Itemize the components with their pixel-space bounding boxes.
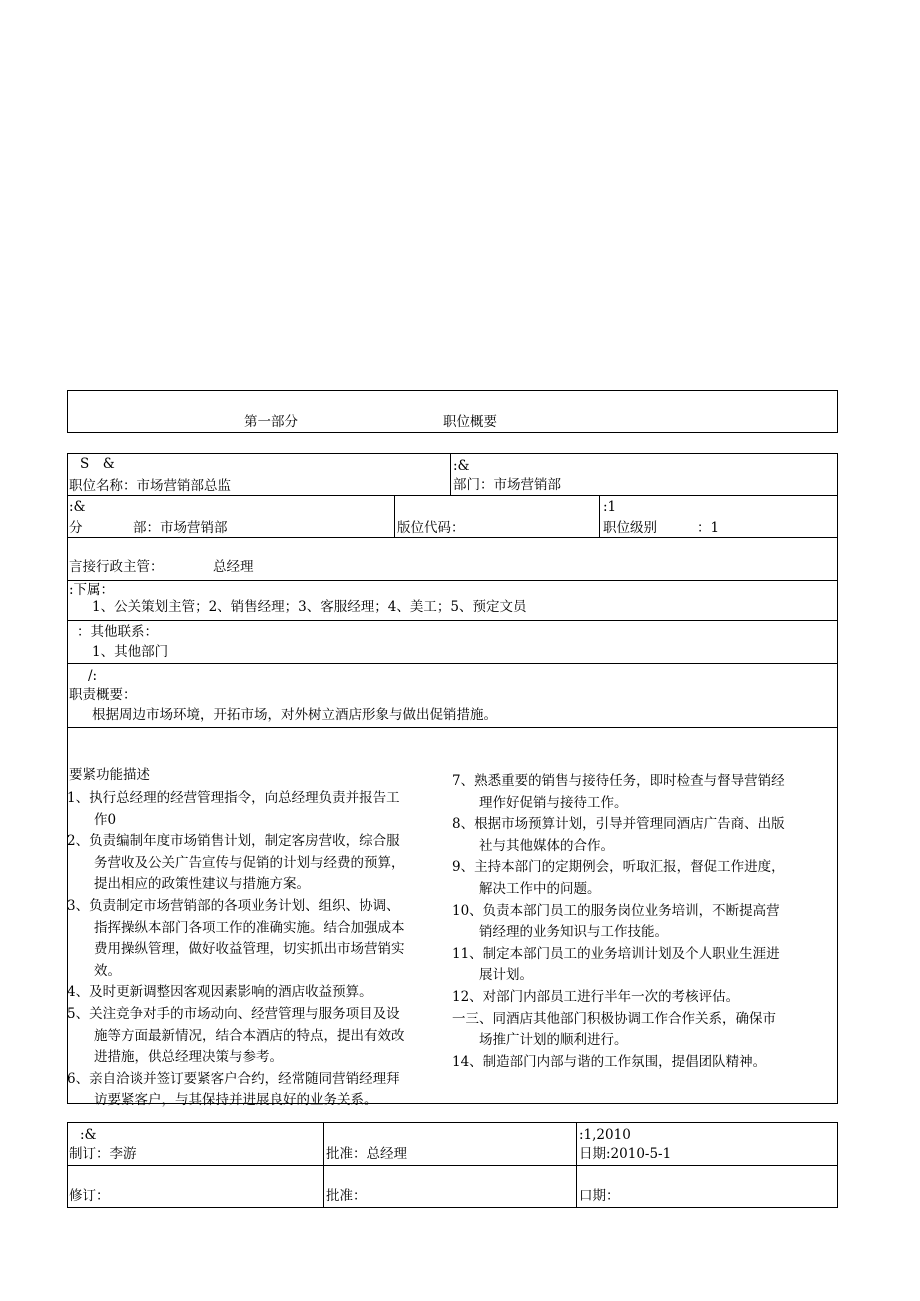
division-prefix: 分 [69,520,83,536]
function-line: 11、制定本部门员工的业务培训计划及个人职业生涯进 [452,945,780,962]
function-line: 5、关注竞争对手的市场动向、经营管理与服务项目及设 [67,1005,400,1022]
function-line: 指挥操纵本部门各项工作的准确实施。结合加强成本 [67,919,405,936]
function-line: 施等方面最新情况，结合本酒店的特点，提出有效改 [67,1027,405,1044]
row-divider [67,580,838,581]
summary-mark: /: [88,668,98,684]
function-line: 提出相应的政策性建议与措施方案。 [67,876,310,893]
row-divider [67,727,838,728]
grade-value: ：1 [697,520,720,536]
subordinates-label: :下属： [69,582,115,598]
col-divider [394,495,395,537]
row1-mark-right: :& [453,458,470,474]
col-divider [576,1122,577,1208]
grade-label: 职位级别 [603,520,657,536]
function-line: 解决工作中的问题。 [452,880,601,897]
position-name: 职位名称：市场营销部总监 [69,478,231,494]
subordinates-value: 1、公关策划主管；2、销售经理；3、客服经理；4、美工；5、预定文员 [92,599,527,615]
col-divider [599,495,600,537]
function-line: 6、亲自洽谈并签订要紧客户合约，经常随同营销经理拜 [67,1070,400,1087]
row-divider [67,537,838,538]
function-line: 7、熟悉重要的销售与接待任务，即时检查与督导营销经 [452,773,785,789]
section-part-label: 第一部分 [244,414,298,430]
row2-mark-right: :1 [603,499,617,515]
function-line: 社与其他媒体的合作。 [452,837,614,854]
function-line: 1、执行总经理的经营管理指令，向总经理负责并报告工 [67,790,400,806]
approver-1: 批准：总经理 [326,1146,407,1162]
col-divider [450,453,451,495]
summary-label: 职责概要： [69,687,137,703]
function-line: 进措施，供总经理决策与参考。 [67,1049,283,1066]
row-divider [67,620,838,621]
functions-left-column [67,788,452,1112]
approver-2: 批准： [326,1188,367,1204]
col-divider [323,1122,324,1208]
function-line: 访要紧客户，与其保持并进展良好的业务关系。 [67,1092,378,1109]
function-line: 9、主持本部门的定期例会，听取汇报，督促工作进度， [452,859,785,876]
row-divider [67,663,838,664]
revise-label: 修订： [69,1188,110,1204]
section-title: 职位概要 [443,414,497,430]
supervisor-label: 言接行政主管： [69,559,164,575]
function-line: 8、根据市场预算计划，引导并管理同酒店广告商、出版 [452,816,785,833]
function-line: 务营收及公关广告宣传与促销的计划与经费的预算， [67,854,405,871]
contacts-value: 1、其他部门 [92,644,169,660]
department: 部门：市场营销部 [453,477,561,493]
function-line: 10、负责本部门员工的服务岗位业务培训，不断提高营 [452,902,780,919]
version-code: 版位代码： [397,520,465,536]
drafter: 制订：李游 [69,1146,137,1162]
issue-date: 日期:2010-5-1 [579,1146,672,1162]
functions-title: 要紧功能描述 [69,767,150,783]
function-line: 14、制造部门内部与谐的工作氛围，提倡团队精神。 [452,1053,767,1070]
functions-right-column [452,771,837,1073]
supervisor-value: 总经理 [213,559,254,575]
function-line: 2、负责编制年度市场销售计划，制定客房营收，综合服 [67,833,400,850]
function-line: 费用操纵管理，做好收益管理，切实抓出市场营销实 [67,941,405,958]
function-line: 效。 [67,962,121,979]
function-line: 4、及时更新调整因客观因素影响的酒店收益预算。 [67,984,373,1001]
function-line: 12、对部门内部员工进行半年一次的考核评估。 [452,988,740,1005]
revise-date: 口期： [579,1188,620,1204]
function-line: 场推广计划的顺利进行。 [452,1032,628,1049]
contacts-label: ：其他联系： [77,624,158,640]
function-line: 销经理的业务知识与工作技能。 [452,924,668,941]
summary-text: 根据周边市场环境，开拓市场，对外树立酒店形象与做出促销措施。 [92,707,497,723]
row1-mark-left: S & [80,456,115,472]
row-divider [67,1165,838,1166]
function-line: 3、负责制定市场营销部的各项业务计划、组织、协调、 [67,897,400,914]
division-value: 部：市场营销部 [133,520,228,536]
function-line: 理作好促销与接待工作。 [452,794,628,811]
function-line: 作0 [67,811,117,828]
row-divider [67,495,838,496]
function-line: 一三、同酒店其他部门积极协调工作合作关系，确保市 [452,1010,776,1027]
approval-mark: :& [80,1127,97,1143]
function-line: 展计划。 [452,967,533,984]
row2-mark-left: :& [69,499,86,515]
version-mark: :1,2010 [579,1127,631,1143]
